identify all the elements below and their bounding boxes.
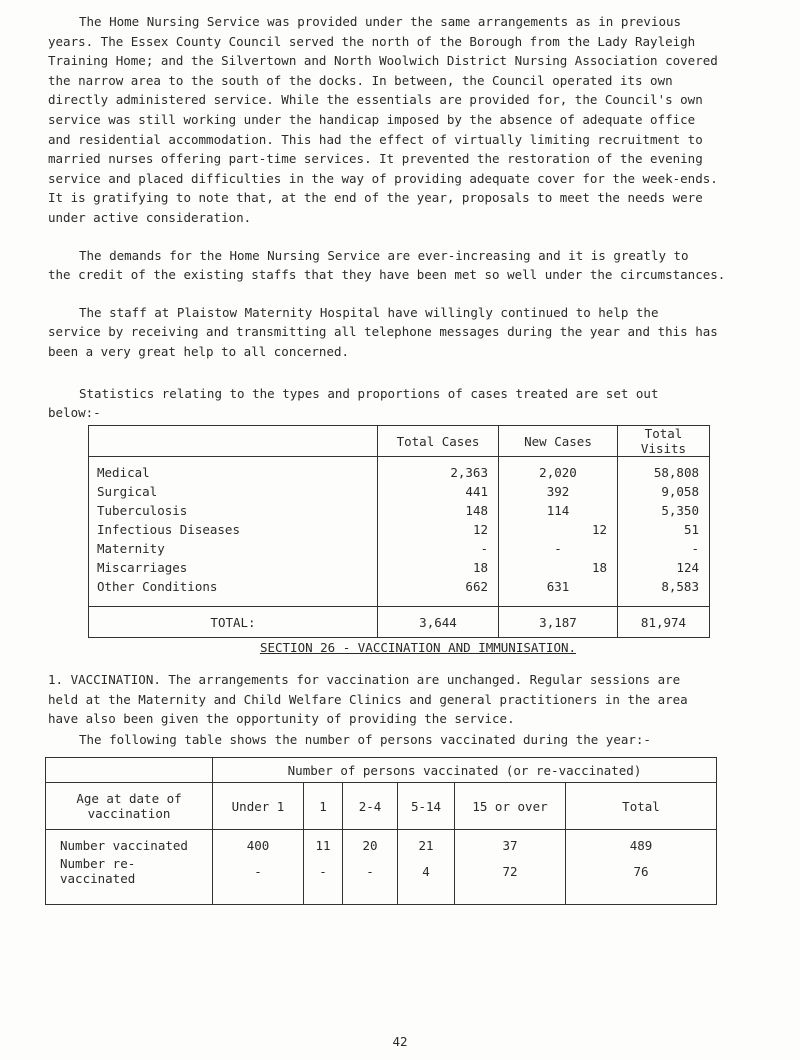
cases-total-label: TOTAL: (89, 607, 378, 638)
cases-cell: 18 (499, 558, 618, 577)
cases-cell: 9,058 (618, 482, 710, 501)
cases-header-new-cases: New Cases (499, 426, 618, 457)
vacc-cell: - (213, 856, 304, 905)
cases-row-label: Surgical (89, 482, 378, 501)
cases-cell: 2,020 (499, 457, 618, 483)
vacc-col-header: 15 or over (455, 783, 566, 830)
table-row (89, 558, 710, 577)
paragraph-plaistow: The staff at Plaistow Maternity Hospital have willingly continued to help the service by receiving and transmitting all telephone messages during the year and this has been a very great help to all concerned. (48, 304, 718, 359)
cases-total-cell: 3,187 (499, 607, 618, 638)
vacc-cell: 11 (304, 830, 343, 857)
cases-cell: 5,350 (618, 501, 710, 520)
vacc-row-header: Age at date of vaccination (46, 783, 213, 830)
vacc-row-label: Number re-vaccinated (46, 856, 213, 905)
vacc-cell: 20 (343, 830, 398, 857)
cases-cell: 18 (378, 558, 499, 577)
cases-table (88, 425, 710, 638)
cases-cell: 662 (378, 577, 499, 607)
cases-cell: 114 (499, 501, 618, 520)
cases-cell: 392 (499, 482, 618, 501)
vacc-cell: 21 (398, 830, 455, 857)
cases-cell: 58,808 (618, 457, 710, 483)
vacc-col-header: Total (566, 783, 717, 830)
vacc-cell: - (304, 856, 343, 905)
cases-total-cell: 3,644 (378, 607, 499, 638)
cases-header-blank (89, 426, 378, 457)
vacc-group-header: Number of persons vaccinated (or re-vaccinated) (213, 758, 717, 783)
vacc-columns-row (46, 783, 717, 830)
vacc-cell: 76 (566, 856, 717, 905)
paragraph-home-nursing: The Home Nursing Service was provided under the same arrangements as in previous years. The Essex County Council served the north of the Borough from the Lady Rayleigh Training Home; and the Silvertown and North Woolwich District Nursing Association covered the narrow area to the south of the docks. In between, the Council operated its own directly administered service. While the essentials are provided for, the Council's own service was still working under the handicap imposed by the absence of adequate office and residential accommodation. This had the effect of virtually limiting recruitment to married nurses offering part-time services. It prevented the restoration of the evening service and placed difficulties in the way of providing adequate cover for the week-ends. It is gratifying to note that, at the end of the year, proposals to meet the needs were under active consideration. (48, 14, 718, 225)
cases-cell: 124 (618, 558, 710, 577)
cases-cell: 12 (499, 520, 618, 539)
paragraph-statistics-intro: Statistics relating to the types and proportions of cases treated are set out below:- (48, 385, 659, 421)
vacc-row-label: Number vaccinated (46, 830, 213, 857)
cases-cell: 148 (378, 501, 499, 520)
vaccination-table (45, 757, 717, 905)
vacc-corner-cell (46, 758, 213, 783)
cases-row-label: Infectious Diseases (89, 520, 378, 539)
paragraph-demands: The demands for the Home Nursing Service are ever-increasing and it is greatly to the credit of the existing staffs that they have been met so well under the circumstances. (48, 247, 726, 283)
vacc-cell: 37 (455, 830, 566, 857)
table-row (89, 501, 710, 520)
cases-cell: 51 (618, 520, 710, 539)
table-row (46, 856, 717, 905)
table-row (89, 577, 710, 607)
cases-cell: - (378, 539, 499, 558)
cases-total-row (89, 607, 710, 638)
vacc-cell: - (343, 856, 398, 905)
cases-row-label: Medical (89, 457, 378, 483)
vacc-cell: 400 (213, 830, 304, 857)
cases-row-label: Other Conditions (89, 577, 378, 607)
cases-header-total-visits: Total Visits (618, 426, 710, 457)
cases-row-label: Maternity (89, 539, 378, 558)
cases-cell: 12 (378, 520, 499, 539)
cases-cell: 631 (499, 577, 618, 607)
cases-table-header (89, 426, 710, 457)
vacc-col-header: 2-4 (343, 783, 398, 830)
cases-cell: - (618, 539, 710, 558)
vacc-cell: 489 (566, 830, 717, 857)
vacc-col-header: 1 (304, 783, 343, 830)
vacc-cell: 4 (398, 856, 455, 905)
table-row (89, 457, 710, 483)
cases-cell: 8,583 (618, 577, 710, 607)
cases-total-cell: 81,974 (618, 607, 710, 638)
report-page (48, 12, 764, 423)
vacc-cell: 72 (455, 856, 566, 905)
cases-cell: 2,363 (378, 457, 499, 483)
paragraph-vaccination-table-intro: The following table shows the number of persons vaccinated during the year:- (79, 732, 651, 747)
table-row (89, 520, 710, 539)
cases-cell: 441 (378, 482, 499, 501)
cases-row-label: Tuberculosis (89, 501, 378, 520)
section-heading (0, 640, 800, 655)
cases-row-label: Miscarriages (89, 558, 378, 577)
page-number: 42 (392, 1034, 408, 1049)
cases-header-total-cases: Total Cases (378, 426, 499, 457)
section-heading-text: SECTION 26 - VACCINATION AND IMMUNISATION. (259, 640, 577, 655)
paragraph-vaccination: 1. VACCINATION. The arrangements for vaccination are unchanged. Regular sessions are held at the Maternity and Child Welfare Clinics and general practitioners in the area have also been given the opportunity of providing the service. (48, 672, 688, 727)
table-row (46, 830, 717, 857)
vacc-group-header-row (46, 758, 717, 783)
table-row (89, 482, 710, 501)
table-row (89, 539, 710, 558)
vacc-col-header: Under 1 (213, 783, 304, 830)
vacc-col-header: 5-14 (398, 783, 455, 830)
cases-cell: - (499, 539, 618, 558)
